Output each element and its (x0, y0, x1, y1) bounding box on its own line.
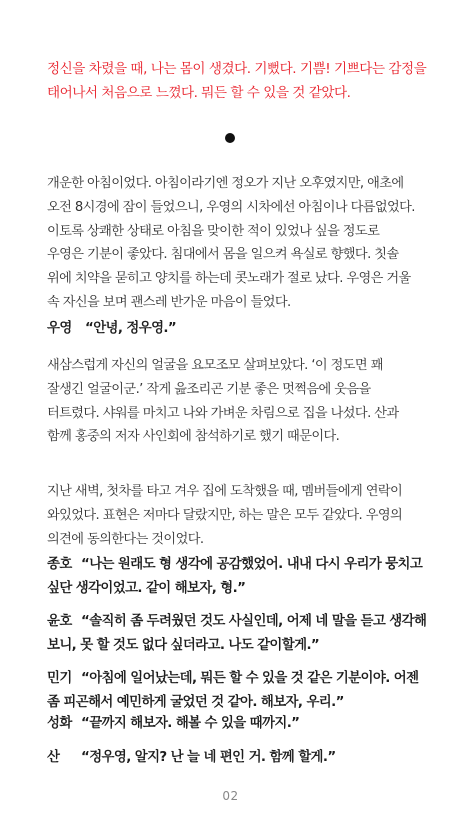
text-line: 새삼스럽게 자신의 얼굴을 요모조모 살펴보았다. ‘이 정도면 꽤 (47, 358, 383, 373)
text-line: 우영은 기분이 좋았다. 침대에서 몸을 일으켜 욕실로 향했다. 칫솔 (47, 247, 399, 263)
dialogue-jongho (47, 553, 423, 601)
speaker-name: 우영 (47, 321, 72, 336)
text-line: 오전 8시경에 잠이 들었으니, 우영의 시차에선 아침이나 다름없었다. (47, 199, 415, 215)
speaker-name: 산 (47, 750, 60, 765)
dialogue-yunho (47, 610, 427, 658)
speaker-name: 윤호 (47, 614, 72, 629)
paragraph-2 (47, 354, 419, 449)
dialogue-text: “나는 원래도 형 생각에 공감했었어. 내내 다시 우리가 뭉치고 (81, 557, 423, 572)
dialogue-mingi (47, 667, 419, 715)
dialogue-text: “정우영, 알지? 난 늘 네 편인 거. 함께 할게.” (81, 750, 336, 765)
speaker-name: 종호 (47, 557, 72, 572)
text-line: 속 자신을 보며 괜스레 반가운 마음이 들었다. (47, 294, 291, 310)
intro-line-2: 태어나서 처음으로 느꼈다. 뭐든 할 수 있을 것 같았다. (47, 85, 351, 101)
text-line: 함께 홍중의 저자 사인회에 참석하기로 했기 때문이다. (47, 429, 340, 445)
dialogue-text: 보니, 못 할 것도 없다 싶더라고. 나도 같이할게.” (47, 637, 320, 653)
text-line: 위에 치약을 묻히고 양치를 하는데 콧노래가 절로 났다. 우영은 거울 (47, 271, 411, 287)
text-line: 개운한 아침이었다. 아침이라기엔 정오가 지난 오후였지만, 애초에 (47, 176, 404, 191)
dialogue-text: “안녕, 정우영.” (85, 321, 177, 336)
text-line: 이토록 상쾌한 상태로 아침을 맞이한 적이 있었나 싶을 정도로 (47, 223, 380, 239)
dialogue-woo-young (47, 317, 419, 341)
paragraph-3 (47, 480, 419, 551)
dialogue-san (47, 746, 419, 770)
page-number: 02 (222, 789, 239, 803)
speaker-name: 성화 (47, 716, 72, 731)
text-line: 의견에 동의한다는 것이었다. (47, 531, 204, 547)
dialogue-text: “아침에 일어났는데, 뭐든 할 수 있을 것 같은 기분이야. 어젠 (81, 671, 419, 686)
dialogue-text: 좀 피곤해서 예민하게 굴었던 것 같아. 해보자, 우리.” (47, 694, 344, 710)
speaker-name: 민기 (47, 671, 72, 686)
text-line: 잘생긴 얼굴이군.’ 작게 읊조리곤 기분 좋은 멋쩍음에 웃음을 (47, 381, 371, 397)
dialogue-text: “끝까지 해보자. 해볼 수 있을 때까지.” (81, 716, 300, 731)
text-line: 터트렸다. 샤워를 마치고 나와 가벼운 차림으로 집을 나섰다. 산과 (47, 405, 399, 421)
dialogue-seonghwa (47, 712, 419, 736)
dialogue-text: 싶단 생각이었고. 같이 해보자, 형.” (47, 580, 246, 596)
intro-quote (47, 57, 427, 105)
dialogue-text: “솔직히 좀 두려웠던 것도 사실인데, 어제 네 말을 듣고 생각해 (81, 614, 427, 629)
text-line: 와있었다. 표현은 저마다 달랐지만, 하는 말은 모두 같았다. 우영의 (47, 507, 403, 523)
intro-line-1: 정신을 차렸을 때, 나는 몸이 생겼다. 기뻤다. 기쁨! 기쁘다는 감정을 (47, 61, 427, 77)
paragraph-1 (47, 172, 419, 315)
text-line: 지난 새벽, 첫차를 타고 겨우 집에 도착했을 때, 멤버들에게 연락이 (47, 484, 403, 499)
section-divider-dot (225, 133, 235, 143)
